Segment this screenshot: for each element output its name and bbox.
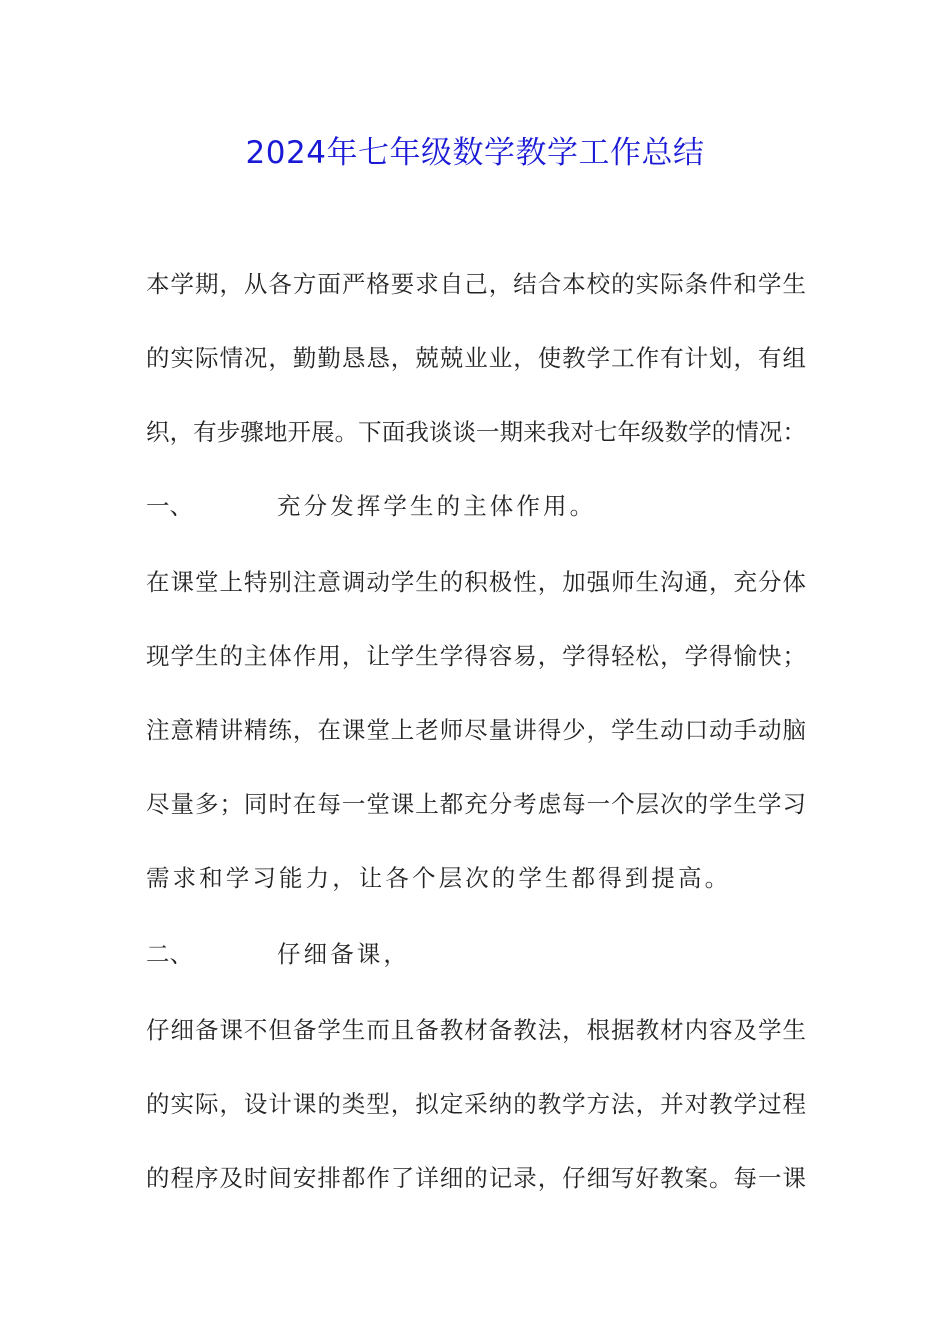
section-2-heading bbox=[146, 936, 410, 972]
section-2-number: 二、 bbox=[146, 940, 193, 968]
section-1-number: 一、 bbox=[146, 492, 193, 520]
section-2-line-2: 的实际，设计课的类型，拟定采纳的教学方法，并对教学过程 bbox=[146, 1090, 806, 1118]
intro-line-2: 的实际情况，勤勤恳恳，兢兢业业，使教学工作有计划，有组 bbox=[146, 344, 806, 372]
section-2-line-1: 仔细备课不但备学生而且备教材备教法，根据教材内容及学生 bbox=[146, 1016, 806, 1044]
section-1-line-1: 在课堂上特别注意调动学生的积极性，加强师生沟通，充分体 bbox=[146, 568, 806, 596]
section-1-title: 充分发挥学生的主体作用。 bbox=[277, 492, 597, 520]
section-1-line-5: 需求和学习能力，让各个层次的学生都得到提高。 bbox=[146, 864, 732, 892]
section-2-title: 仔细备课， bbox=[277, 940, 410, 968]
section-1-line-2: 现学生的主体作用，让学生学得容易，学得轻松，学得愉快； bbox=[146, 642, 806, 670]
document-title: 2024年七年级数学教学工作总结 bbox=[245, 135, 705, 171]
section-1-heading bbox=[146, 488, 596, 524]
intro-line-1: 本学期，从各方面严格要求自己，结合本校的实际条件和学生 bbox=[146, 270, 806, 298]
section-1-line-3: 注意精讲精练，在课堂上老师尽量讲得少，学生动口动手动脑 bbox=[146, 716, 806, 744]
section-1-line-4: 尽量多；同时在每一堂课上都充分考虑每一个层次的学生学习 bbox=[146, 790, 806, 818]
section-2-line-3: 的程序及时间安排都作了详细的记录，仔细写好教案。每一课 bbox=[146, 1164, 806, 1192]
intro-line-3: 织，有步骤地开展。下面我谈谈一期来我对七年级数学的情况： bbox=[146, 418, 806, 446]
